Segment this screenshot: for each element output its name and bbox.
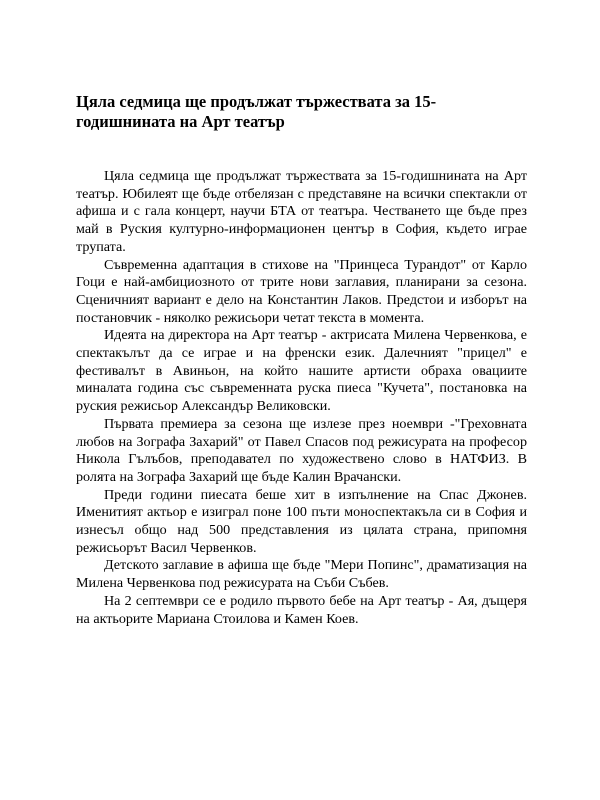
article-paragraph: Идеята на директора на Арт театър - актрисата Милена Червенкова, е спектакълът да се играе и на френски език. Далечният "прицел" е фестивалът в Авиньон, на който нашите артисти обраха овациите миналата година със съвременната руска пиеса "Кучета", постановка на руския режисьор Александър Великовски. [76,327,527,415]
article-paragraph: На 2 септември се е родило първото бебе на Арт театър - Ая, дъщеря на актьорите Мариана Стоилова и Камен Коев. [76,592,527,627]
article-paragraph: Преди години пиесата беше хит в изпълнение на Спас Джонев. Именитият актьор е изиграл поне 100 пъти моноспектакъла си в София и изнесъл общо над 500 представления из цялата страна, припомня режисьорът Васил Червенков. [76,486,527,556]
article-paragraph: Цяла седмица ще продължат тържествата за 15-годишнината на Арт театър. Юбилеят ще бъде отбелязан с представяне на всички спектакли от афиша и с гала концерт, научи БТА от театъра. Честването ще бъде през май в Руския културно-информационен център в София, където играе трупата. [76,168,527,255]
article-paragraph: Детското заглавие в афиша ще бъде "Мери Попинс", драматизация на Милена Червенкова под режисурата на Съби Събев. [76,557,527,592]
article-title: Цяла седмица ще продължат тържествата за 15-годишнината на Арт театър [76,92,437,131]
document-page [76,92,527,628]
article-paragraph: Първата премиера за сезона ще излезе през ноември -"Греховната любов на Зографа Захарий" от Павел Спасов под режисурата на професор Никола Гълъбов, преподавател по художествено слово в НАТФИЗ. В ролята на Зографа Захарий ще бъде Калин Врачански. [76,415,527,485]
article-body [76,168,527,628]
article-paragraph: Съвременна адаптация в стихове на "Принцеса Турандот" от Карло Гоци е най-амбициозното от трите нови заглавия, планирани за сезона. Сценичният вариант е дело на Константин Лаков. Предстои и изборът на постановчик - няколко режисьори четат текста в момента. [76,256,527,326]
